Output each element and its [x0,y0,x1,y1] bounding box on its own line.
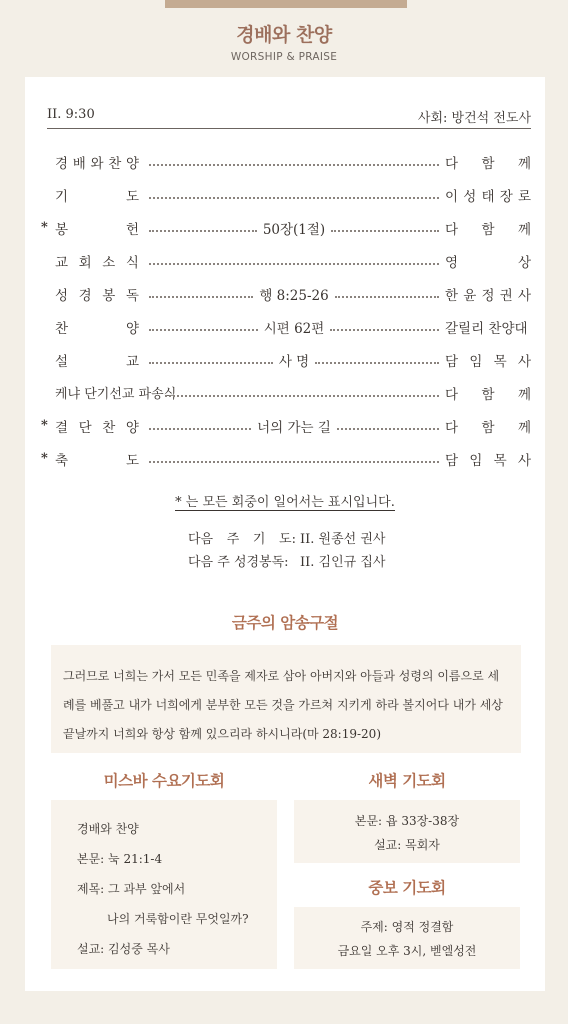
order-item-person: 담 임 목 사 [445,452,531,469]
order-row [41,244,531,277]
dawn-box [294,800,520,863]
dot-leader [149,353,439,370]
intercession-box [294,907,520,969]
misbah-line: 설교: 김성중 목사 [77,942,170,956]
order-item-name: 경 배 와 찬 양 [55,155,139,172]
standing-marker: * [41,418,48,433]
order-row [41,343,531,376]
next-prayer-label: 다음 주 기 도: [188,532,296,547]
order-item-name: 설 교 [55,353,139,370]
standing-marker: * [41,220,48,235]
order-item-person: 다 함 께 [445,386,531,403]
order-item-name: 결 단 찬 양 [55,419,139,436]
order-item-name: 봉 헌 [55,221,139,238]
order-item-detail: 50장(1절) [262,221,326,238]
order-item-name: 찬 양 [55,320,139,337]
order-item-person: 다 함 께 [445,155,531,172]
verse-title: 금주의 암송구절 [231,614,339,632]
service-time: II. 9:30 [47,107,95,122]
dot-leader [165,386,439,400]
bulletin-card [25,77,545,991]
service-leader: 사회: 방건석 전도사 [417,111,531,126]
order-row [41,211,531,244]
service-header [47,107,531,129]
dot-leader [149,254,439,268]
order-item-name: 케냐 단기선교 파송식 [55,387,177,402]
intercession-line: 주제: 영적 정결함 [360,920,454,934]
order-item-person: 영 상 [445,254,531,271]
order-item-detail: 시편 62편 [263,320,325,337]
order-item-name: 교 회 소 식 [55,254,139,271]
order-item-name: 성 경 봉 독 [55,287,139,304]
order-item-person: 담 임 목 사 [445,353,531,370]
order-item-detail: 사 명 [278,353,310,370]
standing-note: * 는 모든 회중이 일어서는 표시입니다. [175,495,395,510]
dot-leader [149,155,439,169]
dot-leader [149,221,439,238]
order-item-person: 다 함 께 [445,221,531,238]
next-reading-row [188,551,385,574]
order-item-person: 이 성 태 장 로 [445,188,531,205]
page-title: 경배와 찬양 [236,24,332,46]
dot-leader [149,287,439,304]
dot-leader [149,452,439,466]
misbah-line: 나의 거룩함이란 무엇일까? [107,912,249,926]
page-subtitle: WORSHIP & PRAISE [230,51,338,63]
next-reading-label: 다음 주 성경봉독: [188,555,289,570]
order-row [41,409,531,442]
misbah-line: 본문: 눅 21:1-4 [77,852,163,866]
order-item-name: 축 도 [55,452,139,469]
dot-leader [149,188,439,202]
order-row [41,376,531,409]
next-week-info [188,528,385,574]
standing-marker: * [41,451,48,466]
intercession-line: 금요일 오후 3시, 벧엘성전 [337,944,477,958]
dot-leader [149,419,439,436]
order-item-person: 다 함 께 [445,419,531,436]
verse-text: 그러므로 너희는 가서 모든 민족을 제자로 삼아 아버지와 아들과 성령의 이름으로 세례를 베풀고 내가 너희에게 분부한 모든 것을 가르쳐 지키게 하라 볼지어다 내가 세상 끝날까지 너희와 항상 함께 있으리라 하시니라(마 28:19-20) [63,669,503,741]
misbah-line: 경배와 찬양 [77,822,139,836]
misbah-title: 미스바 수요기도회 [103,772,225,790]
order-item-detail: 행 8:25-26 [259,287,329,304]
dot-leader [149,320,439,337]
order-row [41,145,531,178]
order-of-worship [41,145,531,475]
order-row [41,310,531,343]
next-prayer-value: II. 원종선 권사 [300,532,386,547]
misbah-box [51,800,277,969]
dawn-line: 설교: 목회자 [374,838,440,852]
intercession-title: 중보 기도회 [368,879,446,897]
top-accent-bar [165,0,407,8]
dawn-title: 새벽 기도회 [368,772,446,790]
next-prayer-row [188,528,385,551]
order-row [41,442,531,475]
dawn-line: 본문: 욥 33장-38장 [354,814,460,828]
misbah-line: 제목: 그 과부 앞에서 [77,882,186,896]
next-reading-value: II. 김인규 집사 [300,555,386,570]
order-row [41,277,531,310]
order-row [41,178,531,211]
order-item-person: 갈릴리 찬양대 [445,320,528,337]
order-item-person: 한 윤 정 권 사 [445,287,531,304]
order-item-name: 기 도 [55,188,139,205]
order-item-detail: 너의 가는 길 [257,419,331,436]
verse-box [51,645,521,753]
